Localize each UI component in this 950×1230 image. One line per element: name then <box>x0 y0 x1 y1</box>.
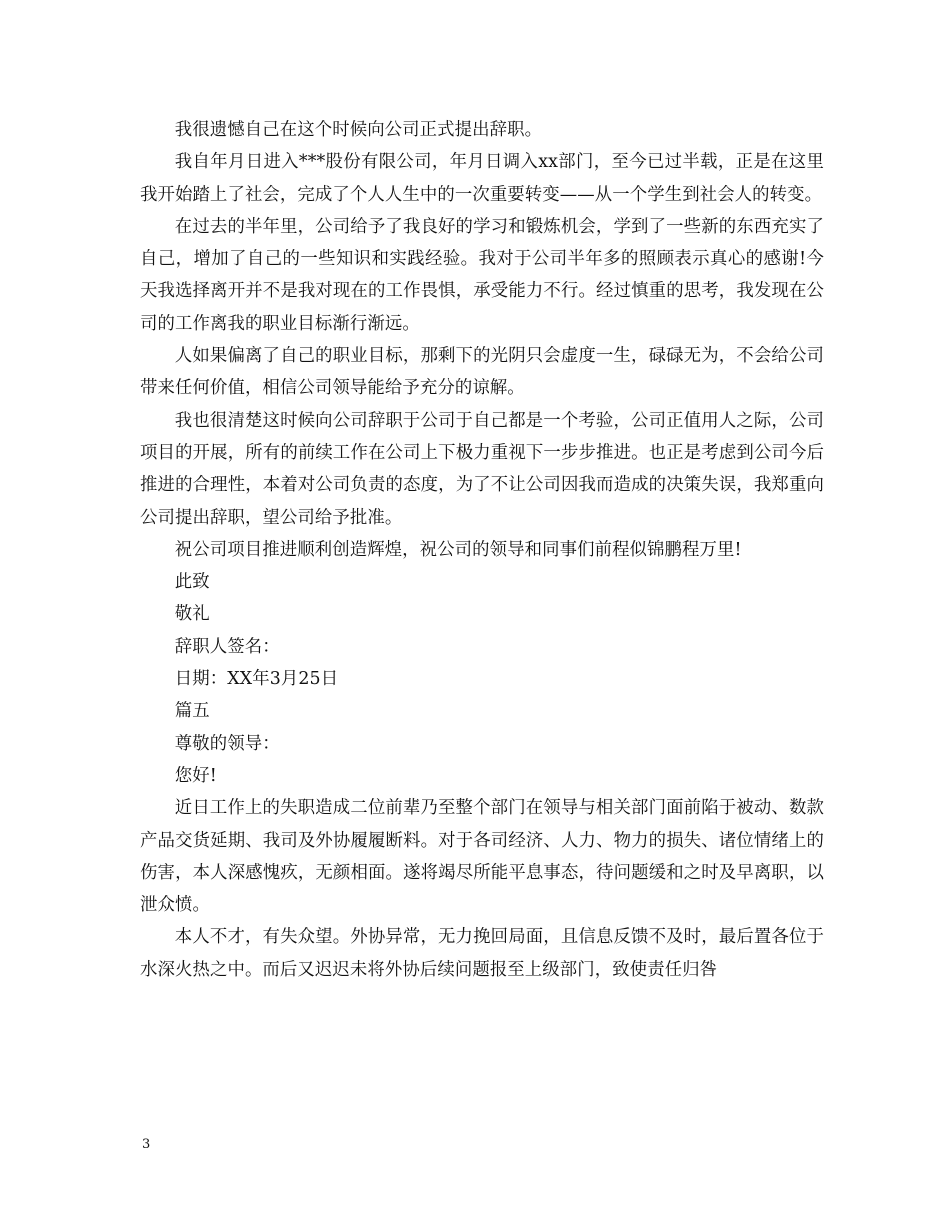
closing-salutation: 此致 <box>174 572 210 593</box>
greeting-recipient: 尊敬的领导： <box>174 733 280 754</box>
greeting-hello: 您好! <box>174 765 217 786</box>
paragraph-2: 我自年月日进入***股份有限公司，年月日调入xx部门，至今已过半载，正是在这里我开始踏上了社会，完成了个人人生中的一次重要转变——从一个学生到社会人的转变。 <box>140 152 824 205</box>
date-line: 日期：XX年3月25日 <box>174 669 339 690</box>
paragraph-4: 人如果偏离了自己的职业目标，那剩下的光阴只会虚度一生，碌碌无为，不会给公司带来任何价值，相信公司领导能给予充分的谅解。 <box>140 346 824 399</box>
closing-regards: 敬礼 <box>174 604 210 625</box>
document-body <box>140 114 824 986</box>
paragraph-7: 近日工作上的失职造成二位前辈乃至整个部门在领导与相关部门面前陷于被动、数款产品交货延期、我司及外协履履断料。对于各司经济、人力、物力的损失、诸位情绪上的伤害，本人深感愧疚，无颜相面。遂将竭尽所能平息事态，待问题缓和之时及早离职，以泄众愤。 <box>140 798 824 916</box>
page-number: 3 <box>142 1137 151 1152</box>
paragraph-3: 在过去的半年里，公司给予了我良好的学习和锻炼机会，学到了一些新的东西充实了自己，增加了自己的一些知识和实践经验。我对于公司半年多的照顾表示真心的感谢!今天我选择离开并不是我对现在的工作畏惧，承受能力不行。经过慎重的思考，我发现在公司的工作离我的职业目标渐行渐远。 <box>140 216 824 334</box>
paragraph-6: 祝公司项目推进顺利创造辉煌，祝公司的领导和同事们前程似锦鹏程万里! <box>174 539 742 560</box>
paragraph-1: 我很遗憾自己在这个时候向公司正式提出辞职。 <box>174 120 543 140</box>
section-heading: 篇五 <box>174 701 210 722</box>
signature-line: 辞职人签名： <box>174 636 280 657</box>
paragraph-8: 本人不才，有失众望。外协异常，无力挽回局面，且信息反馈不及时，最后置各位于水深火热之中。而后又迟迟未将外协后续问题报至上级部门，致使责任归咎 <box>140 927 824 980</box>
paragraph-5: 我也很清楚这时候向公司辞职于公司于自己都是一个考验，公司正值用人之际，公司项目的开展，所有的前续工作在公司上下极力重视下一步步推进。也正是考虑到公司今后推进的合理性，本着对公司负责的态度，为了不让公司因我而造成的决策失误，我郑重向公司提出辞职，望公司给予批准。 <box>140 410 824 528</box>
